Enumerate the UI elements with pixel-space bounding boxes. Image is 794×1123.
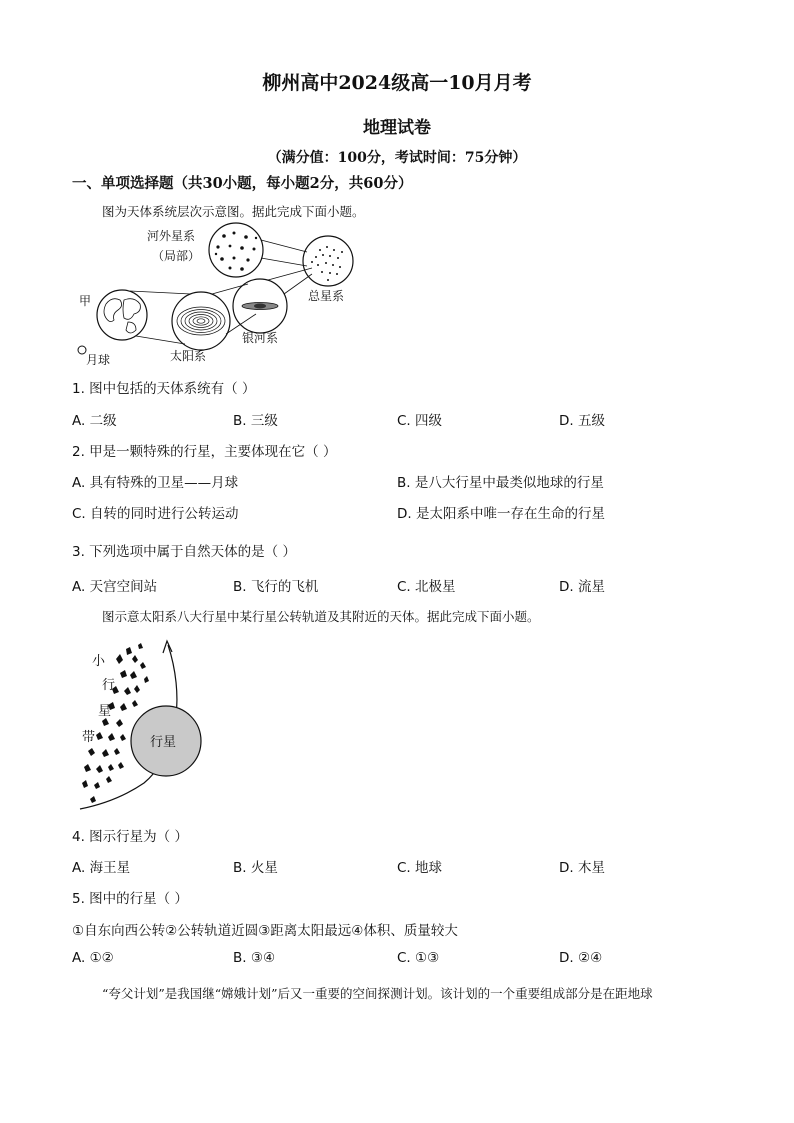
q1-option-b[interactable]: B. 三级	[233, 413, 278, 429]
q2-option-b[interactable]: B. 是八大行星中最类似地球的行星	[397, 475, 604, 491]
belt-char-3: 星	[98, 704, 112, 719]
intro-text-2: 图示意太阳系八大行星中某行星公转轨道及其附近的天体。据此完成下面小题。	[102, 609, 540, 624]
label-milky-way: 银河系	[242, 331, 279, 345]
q1-option-d[interactable]: D. 五级	[559, 413, 605, 429]
orbit-arrow-icon	[163, 641, 172, 653]
exam-title: 柳州高中2024级高一10月月考	[262, 72, 532, 94]
q4-option-b[interactable]: B. 火星	[233, 860, 278, 876]
q5-option-a[interactable]: A. ①②	[72, 950, 114, 966]
q1-option-c[interactable]: C. 四级	[397, 413, 443, 429]
question-1: 1. 图中包括的天体系统有（ ）	[72, 381, 256, 397]
belt-char-1: 小	[92, 654, 106, 669]
q4-option-c[interactable]: C. 地球	[397, 860, 443, 876]
label-moon: 月球	[86, 353, 111, 367]
question-3: 3. 下列选项中属于自然天体的是（ ）	[72, 544, 296, 560]
question-4: 4. 图示行星为（ ）	[72, 829, 188, 845]
q2-option-c[interactable]: C. 自转的同时进行公转运动	[72, 506, 239, 522]
asteroid-belt-figure	[72, 633, 212, 813]
question-2: 2. 甲是一颗特殊的行星，主要体现在它（ ）	[72, 444, 337, 460]
q4-option-a[interactable]: A. 海王星	[72, 860, 131, 876]
q5-option-c[interactable]: C. ①③	[397, 950, 440, 966]
q4-option-d[interactable]: D. 木星	[559, 860, 605, 876]
exam-info: （满分值：100分，考试时间：75分钟）	[267, 150, 527, 166]
label-extragalactic: 河外星系	[147, 229, 196, 243]
label-jia: 甲	[79, 294, 92, 308]
universe-circle	[303, 236, 353, 286]
moon-circle	[78, 346, 86, 354]
belt-char-2: 行	[102, 678, 116, 693]
celestial-system-figure	[72, 222, 372, 368]
section-heading: 一、单项选择题（共30小题，每小题2分，共60分）	[72, 175, 413, 192]
q5-statement: ①自东向西公转②公转轨道近圆③距离太阳最远④体积、质量较大	[72, 923, 458, 939]
q3-option-b[interactable]: B. 飞行的飞机	[233, 579, 319, 595]
label-solar-system: 太阳系	[170, 349, 207, 363]
q2-option-d[interactable]: D. 是太阳系中唯一存在生命的行星	[397, 506, 605, 522]
passage-text: “夸父计划”是我国继“嫦娥计划”后又一重要的空间探测计划。该计划的一个重要组成部分是在距地球	[102, 986, 653, 1001]
q3-option-a[interactable]: A. 天宫空间站	[72, 579, 158, 595]
intro-text-1: 图为天体系统层次示意图。据此完成下面小题。	[102, 204, 365, 219]
subject-title: 地理试卷	[363, 118, 431, 138]
q3-option-d[interactable]: D. 流星	[559, 579, 605, 595]
q3-option-c[interactable]: C. 北极星	[397, 579, 456, 595]
question-5: 5. 图中的行星（ ）	[72, 891, 188, 907]
q2-option-a[interactable]: A. 具有特殊的卫星——月球	[72, 475, 239, 491]
label-partial: （局部）	[152, 249, 201, 263]
q1-option-a[interactable]: A. 二级	[72, 413, 117, 429]
label-universe: 总星系	[308, 289, 345, 303]
q5-option-b[interactable]: B. ③④	[233, 950, 276, 966]
planet-label: 行星	[150, 735, 177, 750]
belt-char-4: 带	[82, 730, 96, 745]
q5-option-d[interactable]: D. ②④	[559, 950, 603, 966]
